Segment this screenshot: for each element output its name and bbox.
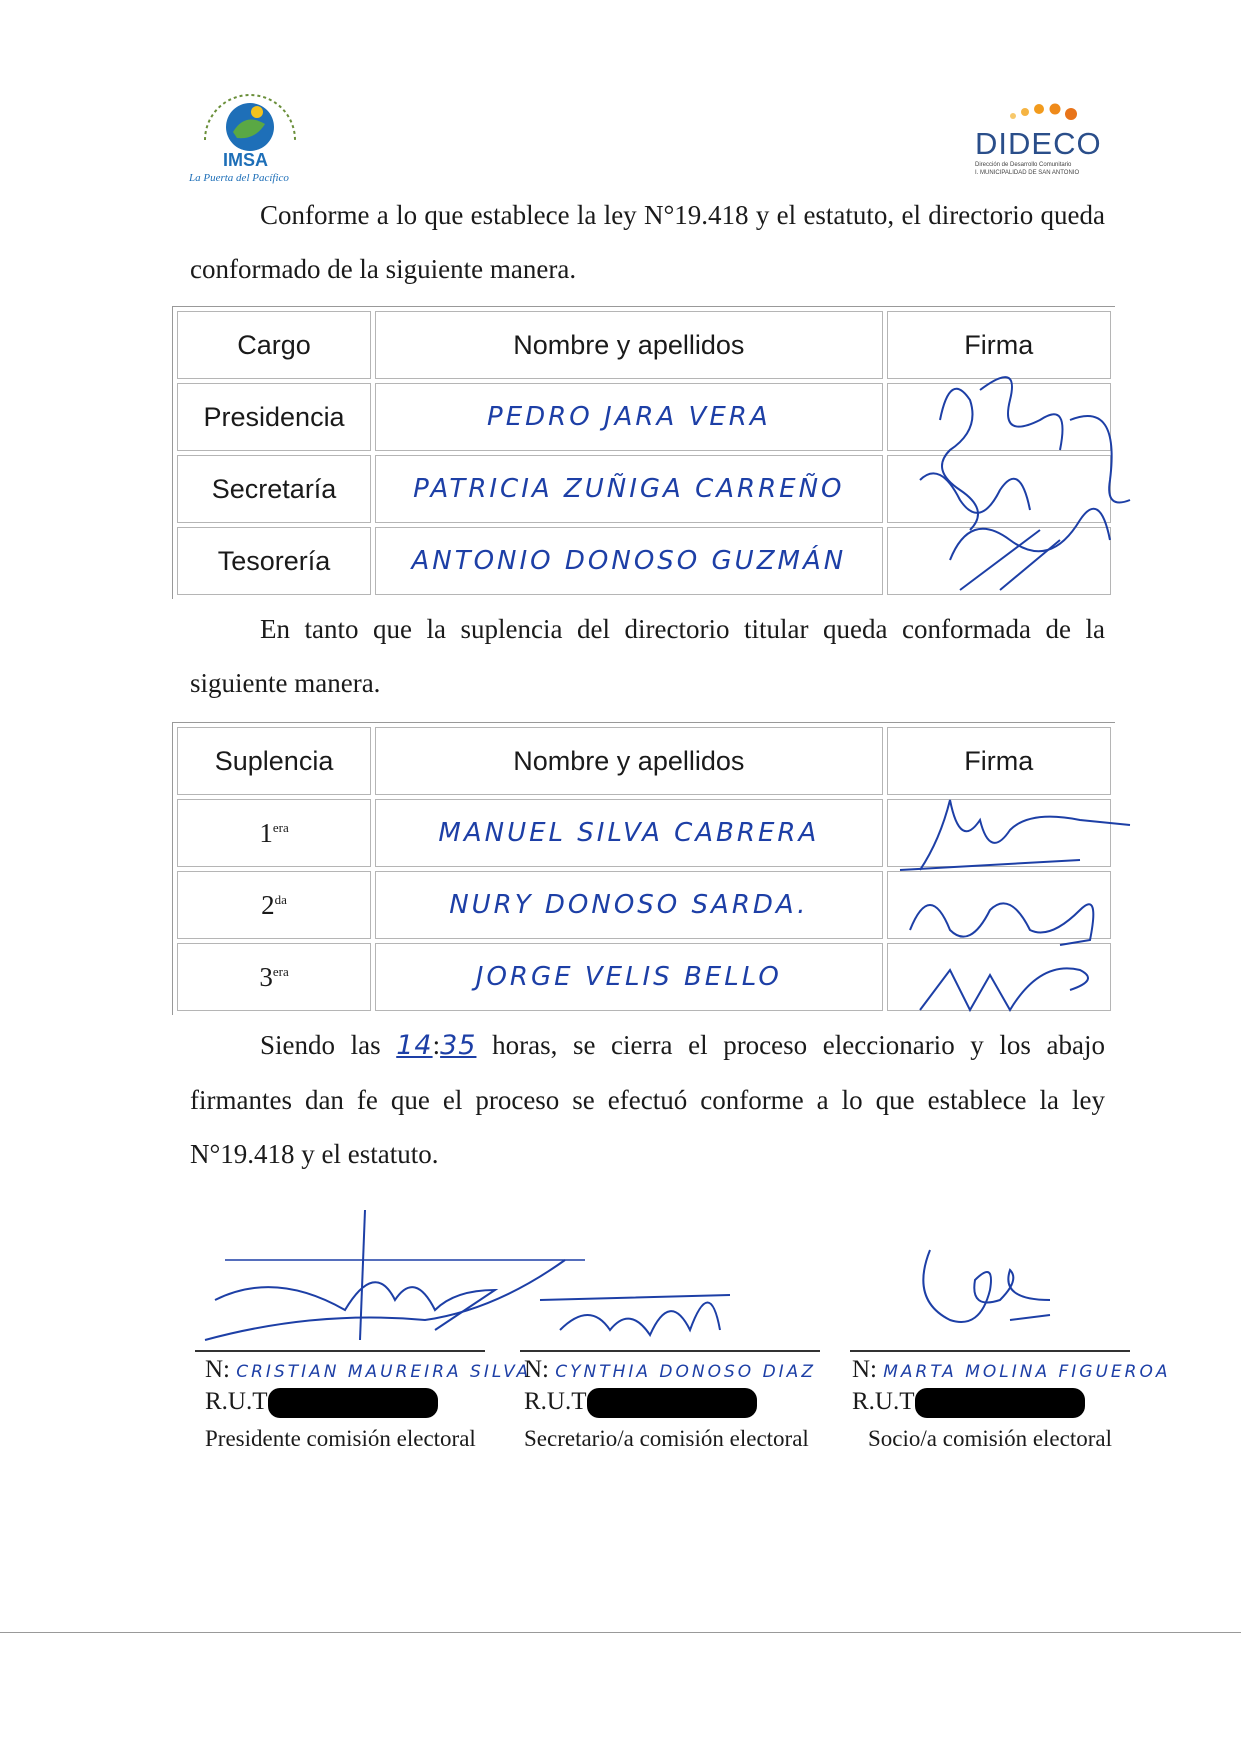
nombre-cell: JORGE VELIS BELLO [375,943,882,1011]
nombre-cell: PEDRO JARA VERA [375,383,882,451]
header-nombre: Nombre y apellidos [375,311,882,379]
header-firma: Firma [887,727,1111,795]
signature-line-member [850,1350,1130,1352]
closing-hour: 14 [396,1030,433,1061]
closing-paragraph: Siendo las 14:35 horas, se cierra el proceso eleccionario y los abajo firmantes dan fe que el proceso se efectuó conforme a lo que establece la ley N°19.418 y el estatuto. [190,1030,1106,1169]
cargo-cell: Tesorería [177,527,371,595]
signatory-role: Presidente comisión electoral [205,1426,476,1452]
redacted-rut [915,1388,1085,1418]
nombre-cell: ANTONIO DONOSO GUZMÁN [375,527,882,595]
nombre-cell: MANUEL SILVA CABRERA [375,799,882,867]
suplencia-paragraph: En tanto que la suplencia del directorio titular queda conformada de la siguiente manera. [190,614,1105,698]
signatory-president: N: CRISTIAN MAUREIRA SILVA R.U.T Presidente comisión electoral [205,1356,532,1452]
imsa-tagline: La Puerta del Pacífico [189,172,289,184]
footer-rule [0,1632,1241,1633]
dideco-line2: I. MUNICIPALIDAD DE SAN ANTONIO [975,170,1080,176]
signature-secretary-icon [530,1270,760,1350]
suplencia-signatures-icon [880,780,1150,1020]
header-suplencia: Suplencia [177,727,371,795]
redacted-rut [268,1388,438,1418]
signatory-role: Secretario/a comisión electoral [524,1426,809,1452]
signatory-name: CRISTIAN MAUREIRA SILVA [236,1362,532,1382]
directorio-signatures-icon [910,360,1150,610]
closing-minutes: 35 [440,1030,477,1061]
suplencia-number: $1^{era}$ [177,799,371,867]
signature-member-icon [900,1240,1090,1340]
nombre-cell: PATRICIA ZUÑIGA CARREÑO [375,455,882,523]
suplencia-number: $2^{da}$ [177,871,371,939]
dideco-name: DIDECO [975,126,1102,161]
signature-line-secretary [520,1350,820,1352]
suplencia-number: $3^{era}$ [177,943,371,1011]
intro-paragraph: Conforme a lo que establece la ley N°19.418 y el estatuto, el directorio queda conformado de la siguiente manera. [190,200,1105,284]
header-firma: Firma [887,311,1111,379]
header-cargo: Cargo [177,311,371,379]
imsa-logo [185,82,315,190]
signatory-name: CYNTHIA DONOSO DIAZ [555,1362,816,1382]
cargo-cell: Presidencia [177,383,371,451]
imsa-name: IMSA [223,150,268,170]
redacted-rut [587,1388,757,1418]
cargo-cell: Secretaría [177,455,371,523]
signatory-name: MARTA MOLINA FIGUEROA [883,1362,1171,1382]
signatory-role: Socio/a comisión electoral [868,1426,1112,1452]
signatory-member: N: MARTA MOLINA FIGUEROA R.U.T Socio/a comisión electoral [852,1356,1192,1452]
dideco-line1: Dirección de Desarrollo Comunitario [975,162,1072,168]
dideco-logo [975,100,1105,190]
header-nombre: Nombre y apellidos [375,727,882,795]
dideco-dots-icon [1005,100,1095,124]
signature-line-president [195,1350,485,1352]
signatory-secretary: N: CYNTHIA DONOSO DIAZ R.U.T Secretario/a comisión electoral [524,1356,844,1452]
nombre-cell: NURY DONOSO SARDA. [375,871,882,939]
